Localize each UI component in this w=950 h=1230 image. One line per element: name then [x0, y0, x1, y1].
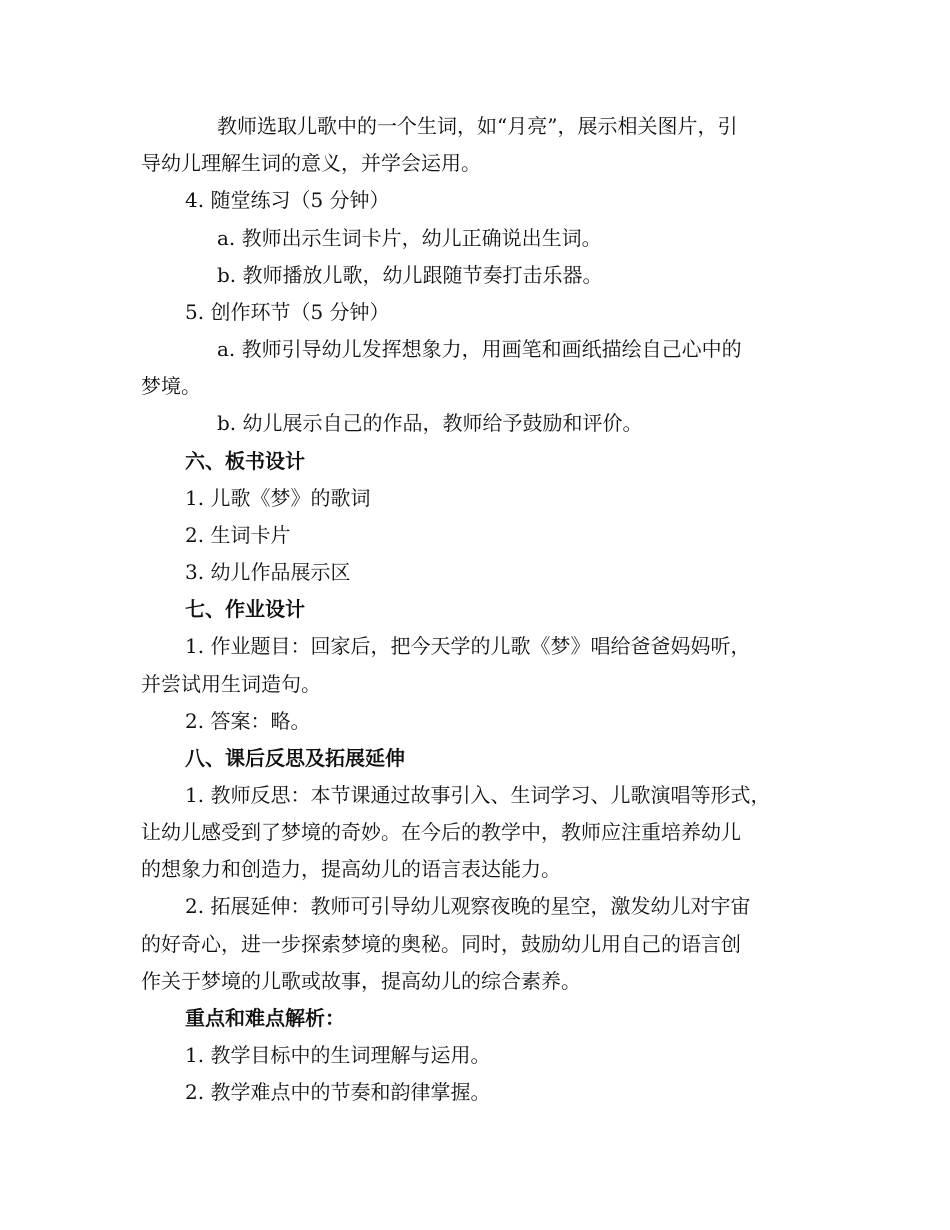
paragraph-line: 教师选取儿歌中的一个生词，如“月亮”，展示相关图片，引: [217, 114, 738, 138]
sub-list-item: a. 教师出示生词卡片，幼儿正确说出生词。: [217, 226, 602, 250]
sub-list-item: a. 教师引导幼儿发挥想象力，用画笔和画纸描绘自己心中的: [217, 337, 742, 361]
section-heading: 六、板书设计: [185, 449, 305, 473]
paragraph-line: 导幼儿理解生词的意义，并学会运用。: [141, 151, 481, 175]
list-item: 2. 生词卡片: [185, 523, 291, 547]
list-item: 1. 教学目标中的生词理解与运用。: [185, 1043, 491, 1067]
list-item: 1. 教师反思：本节课通过故事引入、生词学习、儿歌演唱等形式，: [185, 783, 771, 807]
list-item: 2. 教学难点中的节奏和韵律掌握。: [185, 1080, 491, 1104]
list-item: 4. 随堂练习（5 分钟）: [185, 188, 390, 212]
paragraph-line: 并尝试用生词造句。: [141, 672, 321, 696]
paragraph-line: 作关于梦境的儿歌或故事，提高幼儿的综合素养。: [141, 969, 581, 993]
section-heading: 八、课后反思及拓展延伸: [185, 746, 405, 770]
list-item: 2. 拓展延伸：教师可引导幼儿观察夜晚的星空，激发幼儿对宇宙: [185, 894, 751, 918]
list-item: 1. 作业题目：回家后，把今天学的儿歌《梦》唱给爸爸妈妈听，: [185, 634, 751, 658]
section-heading: 七、作业设计: [185, 597, 305, 621]
paragraph-line: 的好奇心，进一步探索梦境的奥秘。同时，鼓励幼儿用自己的语言创: [141, 932, 741, 956]
list-item: 3. 幼儿作品展示区: [185, 560, 351, 584]
list-item: 2. 答案：略。: [185, 709, 311, 733]
paragraph-line: 让幼儿感受到了梦境的奇妙。在今后的教学中，教师应注重培养幼儿: [141, 820, 741, 844]
list-item: 1. 儿歌《梦》的歌词: [185, 486, 371, 510]
paragraph-line: 梦境。: [141, 374, 201, 398]
section-heading: 重点和难点解析：: [185, 1006, 345, 1030]
list-item: 5. 创作环节（5 分钟）: [185, 300, 390, 324]
sub-list-item: b. 幼儿展示自己的作品，教师给予鼓励和评价。: [217, 411, 643, 435]
paragraph-line: 的想象力和创造力，提高幼儿的语言表达能力。: [141, 857, 561, 881]
sub-list-item: b. 教师播放儿歌，幼儿跟随节奏打击乐器。: [217, 263, 603, 287]
